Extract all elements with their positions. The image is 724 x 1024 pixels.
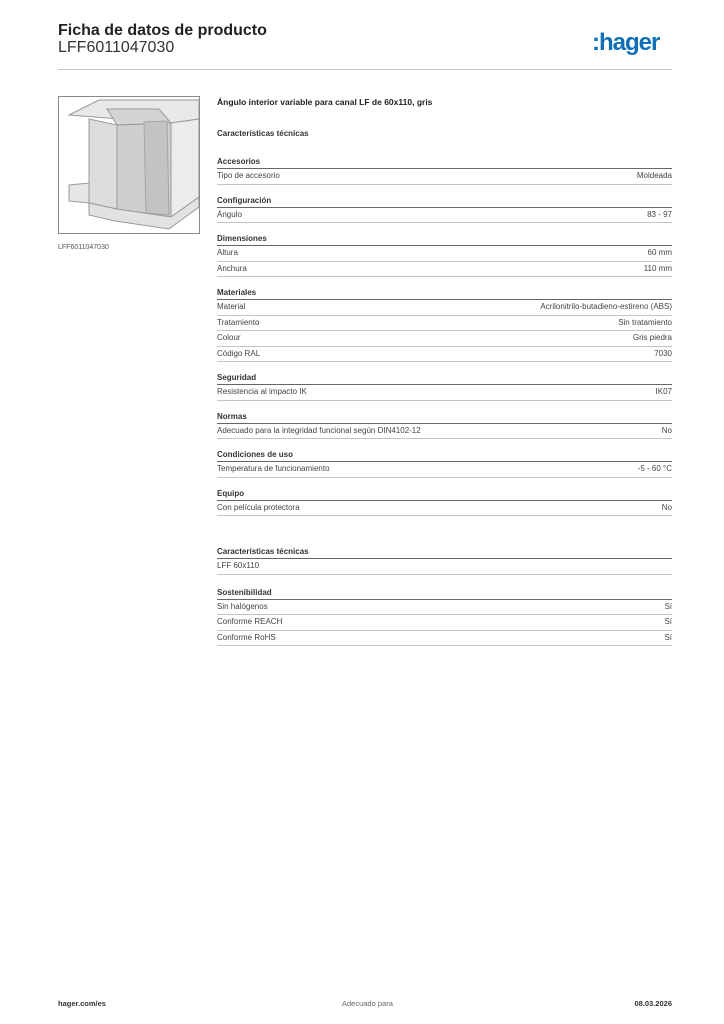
spec-label: Anchura bbox=[217, 263, 247, 273]
product-image bbox=[58, 96, 200, 234]
spec-value: IK07 bbox=[655, 387, 672, 396]
spec-label: Altura bbox=[217, 248, 238, 257]
section-heading: Equipo bbox=[217, 487, 672, 501]
spec-label: Con película protectora bbox=[217, 502, 300, 512]
section-heading: Accesorios bbox=[217, 155, 672, 169]
section-condiciones-de-uso bbox=[217, 448, 672, 478]
tech-specs-heading: Características técnicas bbox=[217, 129, 309, 138]
spec-label: Sin halógenos bbox=[217, 601, 268, 611]
spec-label: Resistencia al impacto IK bbox=[217, 387, 307, 396]
spec-value: -5 - 60 °C bbox=[637, 464, 672, 473]
footer-center-text: Adecuado para bbox=[342, 999, 393, 1008]
spec-row bbox=[217, 462, 672, 478]
spec-row bbox=[217, 169, 672, 185]
spec-label: Código RAL bbox=[217, 348, 261, 358]
spec-value: Sí bbox=[664, 601, 672, 611]
section-tech-item bbox=[217, 545, 672, 575]
spec-label: Colour bbox=[217, 333, 241, 342]
spec-row bbox=[217, 559, 672, 575]
spec-value: No bbox=[661, 502, 672, 512]
spec-value: Gris piedra bbox=[632, 333, 672, 342]
spec-row bbox=[217, 262, 672, 278]
spec-row bbox=[217, 331, 672, 347]
product-code: LFF6011047030 bbox=[58, 39, 175, 56]
section-dimensiones bbox=[217, 232, 672, 277]
spec-row bbox=[217, 246, 672, 262]
page-title: Ficha de datos de producto bbox=[58, 22, 267, 39]
spec-value: 7030 bbox=[654, 348, 672, 358]
hager-logo bbox=[592, 28, 674, 56]
spec-row bbox=[217, 424, 672, 440]
spec-label: Conforme RoHS bbox=[217, 632, 276, 642]
spec-label: Tratamiento bbox=[217, 317, 260, 327]
section-equipo bbox=[217, 487, 672, 517]
spec-row bbox=[217, 600, 672, 616]
spec-label: LFF 60x110 bbox=[217, 561, 260, 570]
spec-row bbox=[217, 631, 672, 647]
spec-content bbox=[217, 96, 672, 657]
spec-row bbox=[217, 300, 672, 316]
section-heading: Características técnicas bbox=[217, 545, 672, 559]
section-heading: Normas bbox=[217, 410, 672, 424]
section-heading: Seguridad bbox=[217, 371, 672, 385]
section-heading: Dimensiones bbox=[217, 232, 672, 246]
spec-value: 110 mm bbox=[643, 263, 672, 273]
section-materiales bbox=[217, 286, 672, 362]
spec-row bbox=[217, 501, 672, 517]
section-sostenibilidad bbox=[217, 586, 672, 647]
spec-label: Adecuado para la integridad funcional según DIN4102-12 bbox=[217, 425, 421, 435]
section-accesorios bbox=[217, 155, 672, 185]
spec-label: Material bbox=[217, 302, 246, 311]
spec-label: Tipo de accesorio bbox=[217, 171, 280, 180]
footer-date: 08.03.2026 bbox=[634, 999, 672, 1008]
spec-value: Sí bbox=[664, 617, 672, 626]
section-seguridad bbox=[217, 371, 672, 401]
section-normas bbox=[217, 410, 672, 440]
spec-row bbox=[217, 316, 672, 332]
spec-value: 83 - 97 bbox=[647, 209, 672, 219]
section-configuracion bbox=[217, 194, 672, 224]
spec-value: Moldeada bbox=[636, 171, 672, 180]
spec-label: Ángulo bbox=[217, 209, 242, 219]
spec-value: 60 mm bbox=[647, 248, 672, 257]
section-heading: Materiales bbox=[217, 286, 672, 300]
section-heading: Sostenibilidad bbox=[217, 586, 672, 600]
spec-label: Temperatura de funcionamiento bbox=[217, 464, 330, 473]
section-heading: Condiciones de uso bbox=[217, 448, 672, 462]
image-caption: LFF6011047030 bbox=[58, 244, 109, 251]
spec-row bbox=[217, 385, 672, 401]
product-title: Ángulo interior variable para canal LF de 60x110, gris bbox=[217, 97, 433, 107]
angle-fitting-illustration bbox=[59, 97, 199, 233]
spec-value: Acrilonitrilo-butadieno-estireno (ABS) bbox=[540, 302, 672, 311]
svg-text::hager: :hager bbox=[592, 29, 660, 56]
spec-label: Conforme REACH bbox=[217, 617, 283, 626]
spec-value: Sin tratamiento bbox=[618, 317, 672, 327]
section-heading: Configuración bbox=[217, 194, 672, 208]
spec-row bbox=[217, 208, 672, 224]
spec-row bbox=[217, 347, 672, 363]
spec-value: Sí bbox=[664, 632, 672, 642]
footer-website-link[interactable]: hager.com/es bbox=[58, 999, 106, 1008]
spec-row bbox=[217, 615, 672, 631]
spec-value: No bbox=[661, 425, 672, 435]
header-divider bbox=[58, 69, 672, 70]
